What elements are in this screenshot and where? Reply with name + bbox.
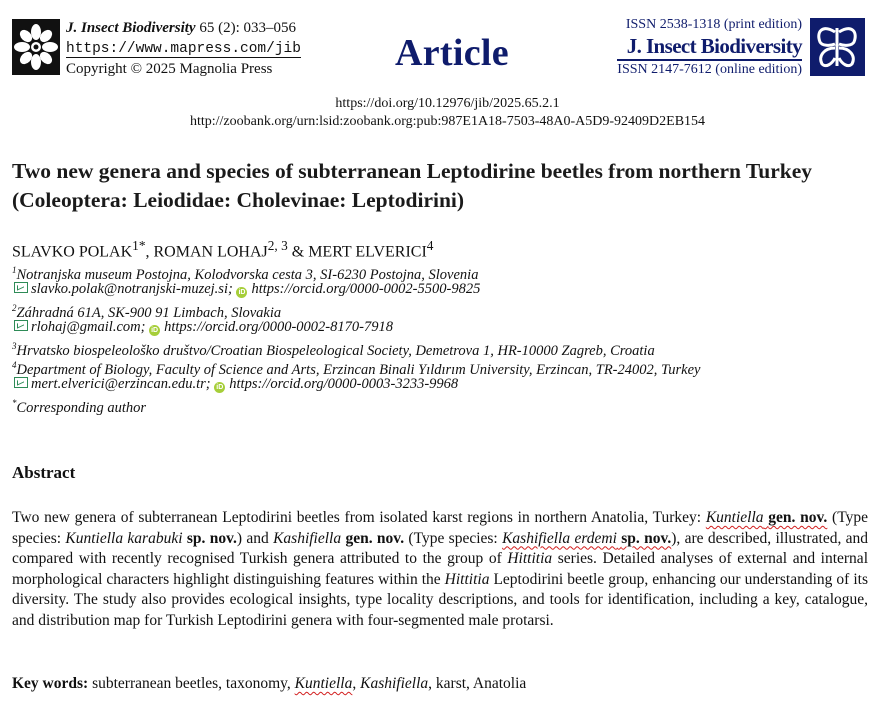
journal-citation-block	[66, 18, 301, 79]
nomenclature-tag: gen. nov.	[768, 509, 828, 526]
contact-line-2	[12, 318, 700, 337]
contact-line-1	[12, 280, 700, 299]
email-link[interactable]: rlohaj@gmail.com;	[31, 319, 146, 335]
author-separator: &	[287, 243, 309, 261]
abstract-text	[12, 508, 868, 631]
affiliation-text: Corresponding author	[16, 399, 147, 416]
keyword-genus: Kashifiella	[360, 675, 429, 692]
author-sup: 2, 3	[267, 238, 288, 253]
abstract-segment: Two new genera of subterranean Leptodirini beetles from isolated karst regions in northern Anatolia, Turkey:	[12, 509, 706, 526]
zoobank-link[interactable]: http://zoobank.org/urn:lsid:zoobank.org:pub:987E1A18-7503-48A0-A5D9-92409D2EB154	[189, 114, 706, 129]
article-type-label: Article	[395, 32, 509, 74]
email-link[interactable]: slavko.polak@notranjski-muzej.si;	[31, 281, 233, 297]
keywords	[12, 675, 526, 693]
journal-citation	[66, 18, 301, 38]
species-name: Kashifiella erdemi	[502, 529, 617, 547]
orcid-link[interactable]: https://orcid.org/0000-0002-8170-7918	[164, 319, 393, 335]
magnolia-press-logo	[12, 19, 60, 75]
author-separator: ,	[145, 243, 154, 261]
keyword-genus: Kuntiella	[294, 675, 353, 692]
abstract-segment: series. Detailed analyses of external and internal morphological characters highlight distinguishing features within the	[12, 550, 868, 588]
nomenclature-tag: sp. nov.	[621, 529, 672, 547]
author-name: MERT ELVERICI	[308, 243, 427, 261]
affiliation-number: *	[12, 398, 17, 408]
orcid-link[interactable]: https://orcid.org/0000-0003-3233-9968	[229, 376, 459, 392]
jib-logo	[810, 18, 865, 76]
email-icon	[14, 282, 28, 293]
author-sup: 4	[426, 238, 434, 253]
keyword-segment: subterranean beetles, taxonomy,	[88, 675, 295, 692]
genus-name: Hittitia	[444, 570, 490, 588]
copyright: Copyright © 2025 Magnolia Press	[66, 61, 273, 77]
volume-issue: 65 (2): 033–056	[195, 20, 296, 36]
issn-print: ISSN 2538-1318 (print edition)	[625, 17, 802, 32]
affiliation-number: 3	[12, 341, 17, 351]
affiliation-2	[12, 299, 700, 321]
email-icon	[14, 377, 28, 388]
abstract-heading: Abstract	[12, 463, 76, 482]
species-name: Kuntiella karabuki	[65, 529, 183, 547]
journal-url-link[interactable]: https://www.mapress.com/jib	[66, 41, 301, 57]
affiliation-text: Záhradná 61A, SK-900 91 Limbach, Slovakia	[16, 304, 282, 321]
genus-name: Kuntiella	[705, 509, 764, 526]
author-name: ROMAN LOHAJ	[153, 243, 268, 261]
insect-logo-icon	[810, 18, 865, 76]
affiliation-text: Notranjska museum Postojna, Kolodvorska cesta 3, SI-6230 Postojna, Slovenia	[16, 266, 479, 283]
article-title: Two new genera and species of subterranean Leptodirine beetles from northern Turkey (Coleoptera: Leiodidae: Cholevinae: Leptodirini)	[12, 159, 813, 212]
abstract-segment: Leptodirini beetle group, enhancing our understanding of its diversity. The study also provides ecological insights, type locality descriptions, and tools for identification, including a key, catalogue, and distribution map for Turkish Leptodirini genera with four-segmented male protarsi.	[12, 570, 868, 629]
flower-logo-icon	[12, 19, 60, 75]
abstract-segment: (Type species:	[404, 529, 503, 547]
nomenclature-tag: gen. nov.	[345, 529, 405, 547]
affiliations	[12, 261, 701, 416]
keyword-segment: , karst, Anatolia	[428, 675, 527, 692]
affiliation-number: 2	[12, 303, 17, 313]
journal-short-title: J. Insect Biodiversity	[617, 33, 802, 61]
author-list	[12, 238, 433, 261]
affiliation-3	[12, 337, 700, 359]
corresponding-author-note	[12, 394, 700, 416]
email-link[interactable]: mert.elverici@erzincan.edu.tr;	[31, 376, 211, 392]
nomenclature-tag: sp. nov.	[186, 529, 237, 547]
abstract-segment: (Type species:	[12, 509, 868, 547]
orcid-link[interactable]: https://orcid.org/0000-0002-5500-9825	[251, 281, 481, 297]
genus-name: Kashifiella	[273, 529, 342, 547]
doi-link[interactable]: https://doi.org/10.12976/jib/2025.65.2.1	[335, 96, 560, 111]
affiliation-1	[12, 261, 700, 283]
abstract-segment: ) and	[236, 529, 274, 547]
journal-name: J. Insect Biodiversity	[66, 20, 196, 36]
email-icon	[14, 320, 28, 331]
affiliation-text: Hrvatsko biospeleološko društvo/Croatian Biospeleological Society, Demetrova 1, HR-10000 Zagreb, Croatia	[16, 342, 655, 359]
author-name: SLAVKO POLAK	[12, 243, 133, 261]
genus-name: Hittitia	[507, 550, 553, 567]
affiliation-text: Department of Biology, Faculty of Science and Arts, Erzincan Binali Yıldırım University, Erzincan, TR-24002, Turkey	[16, 361, 701, 378]
issn-block	[617, 16, 802, 78]
affiliation-number: 4	[12, 360, 17, 370]
affiliation-4	[12, 356, 701, 378]
keywords-label: Key words:	[12, 675, 89, 692]
identifiers	[0, 95, 895, 131]
orcid-icon: iD	[151, 327, 159, 334]
issn-online: ISSN 2147-7612 (online edition)	[617, 62, 802, 77]
orcid-icon: iD	[216, 384, 224, 391]
affiliation-number: 1	[12, 265, 17, 275]
keyword-segment: ,	[352, 675, 361, 692]
author-sup: 1*	[132, 238, 146, 253]
orcid-icon: iD	[238, 289, 246, 296]
abstract-segment: ), are described, illustrated, and compared with recently recognised Turkish genera attributed to the group of	[12, 529, 869, 567]
